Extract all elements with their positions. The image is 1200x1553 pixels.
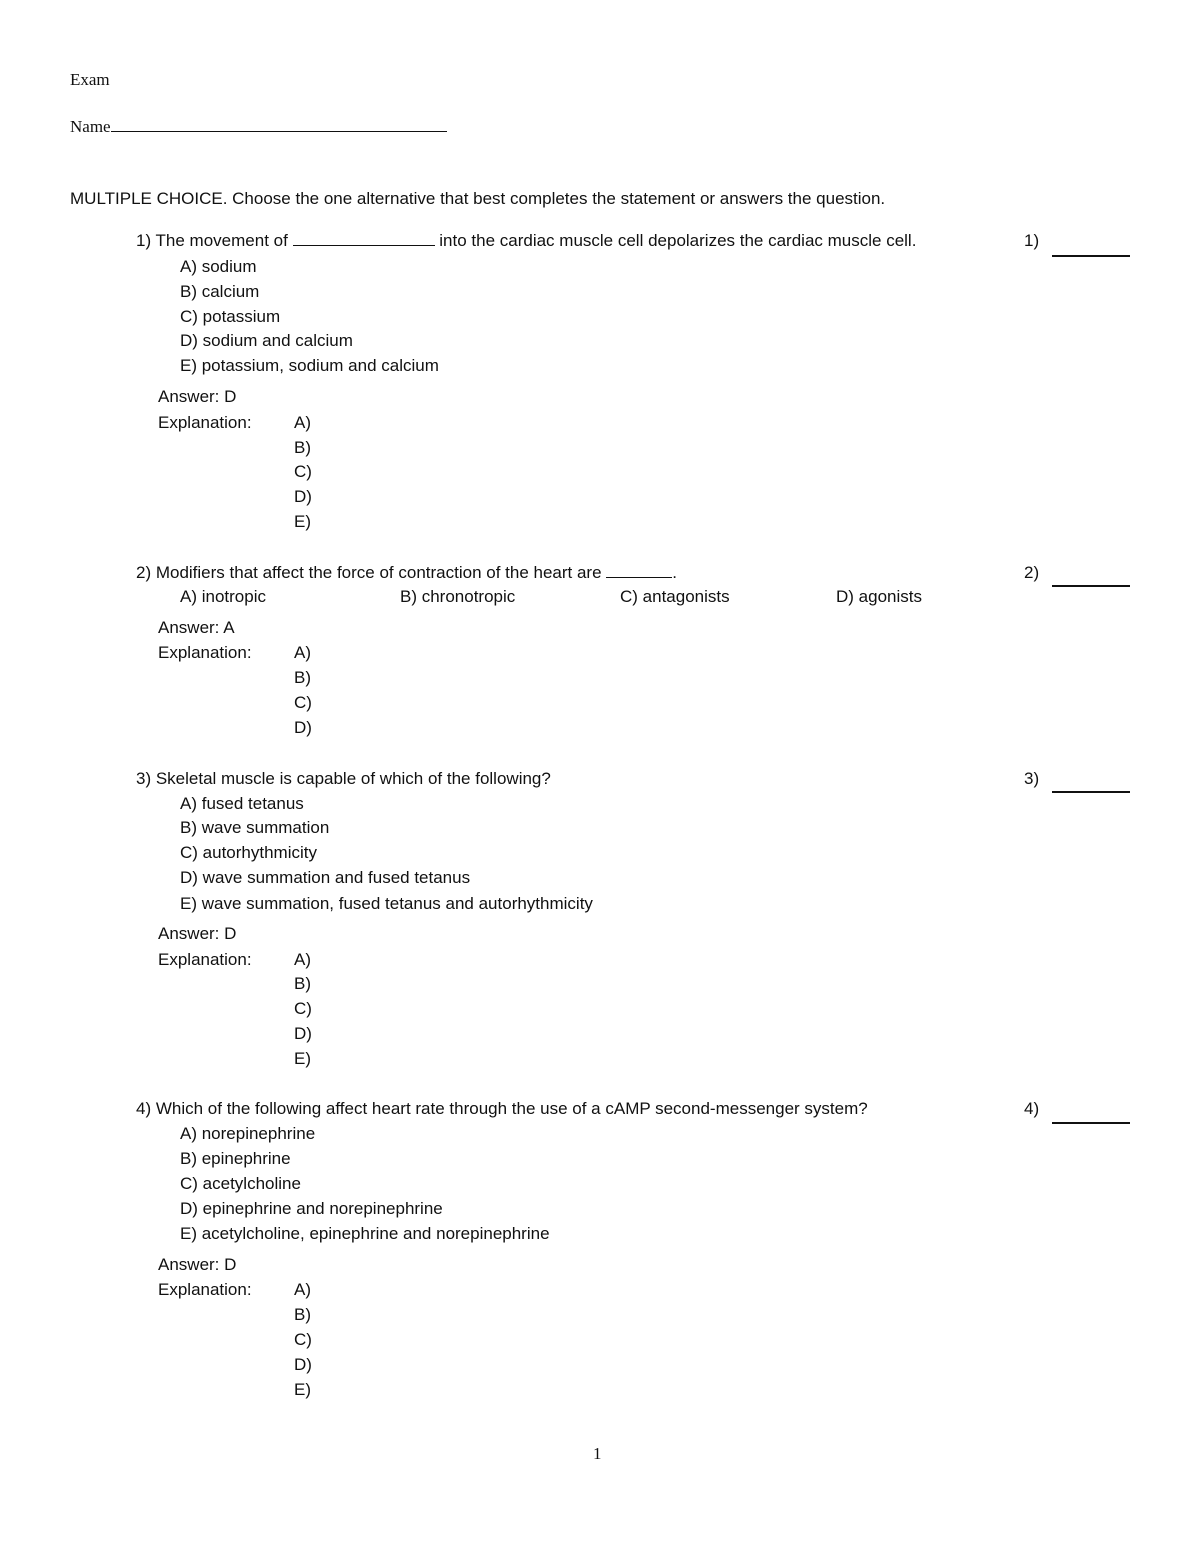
option-b[interactable]: B) chronotropic (400, 587, 516, 606)
explanation-letter: B) (294, 438, 311, 457)
explanation-letter: C) (294, 462, 312, 481)
option-c[interactable]: C) autorhythmicity (180, 843, 317, 862)
question-stem: 1) The movement of into the cardiac muscle cell depolarizes the cardiac muscle cell. (136, 231, 917, 250)
option-b[interactable]: B) epinephrine (180, 1149, 291, 1168)
explanation-letter: C) (294, 999, 312, 1018)
answer-blank[interactable] (1052, 255, 1130, 257)
explanation-letter: E) (294, 512, 311, 531)
explanation-letter: D) (294, 1355, 312, 1374)
explanation-letter: A) (294, 643, 311, 662)
explanation-letter: C) (294, 1330, 312, 1349)
answer-value: D (224, 387, 237, 406)
option-c[interactable]: C) antagonists (620, 587, 730, 606)
answer-blank[interactable] (1052, 585, 1130, 587)
margin-number: 3) (1024, 769, 1040, 788)
exam-title: Exam (70, 70, 110, 89)
question-stem: 3) Skeletal muscle is capable of which of the following? (136, 769, 551, 788)
option-d[interactable]: D) sodium and calcium (180, 331, 353, 350)
margin-number: 2) (1024, 563, 1040, 582)
option-d[interactable]: D) agonists (836, 587, 922, 606)
answer-blank[interactable] (1052, 1122, 1130, 1124)
name-label: Name (70, 117, 111, 136)
option-a[interactable]: A) inotropic (180, 587, 266, 606)
margin-number: 4) (1024, 1099, 1040, 1118)
question-stem: 2) Modifiers that affect the force of contraction of the heart are . (136, 563, 678, 582)
explanation-letter: D) (294, 487, 312, 506)
answer-line: Answer: D (158, 1255, 237, 1274)
answer-value: D (224, 1255, 237, 1274)
explanation-letter: B) (294, 974, 311, 993)
answer-value: D (224, 924, 237, 943)
explanation-letter: E) (294, 1380, 311, 1399)
stem-blank (293, 231, 435, 246)
question-stem: 4) Which of the following affect heart rate through the use of a cAMP second-messenger system? (136, 1099, 868, 1118)
option-d[interactable]: D) epinephrine and norepinephrine (180, 1199, 443, 1218)
name-blank[interactable] (111, 117, 447, 132)
option-e[interactable]: E) acetylcholine, epinephrine and norepinephrine (180, 1224, 550, 1243)
name-field[interactable] (70, 117, 447, 137)
explanation-letter: D) (294, 718, 312, 737)
explanation-label: Explanation: (158, 413, 252, 432)
explanation-label: Explanation: (158, 643, 252, 662)
option-a[interactable]: A) norepinephrine (180, 1124, 316, 1143)
option-d[interactable]: D) wave summation and fused tetanus (180, 868, 471, 887)
explanation-label: Explanation: (158, 950, 252, 969)
explanation-letter: B) (294, 668, 311, 687)
explanation-label: Explanation: (158, 1280, 252, 1299)
answer-line: Answer: D (158, 387, 237, 406)
explanation-letter: C) (294, 693, 312, 712)
instructions: MULTIPLE CHOICE. Choose the one alternative that best completes the statement or answers the question. (70, 189, 886, 208)
explanation-letter: E) (294, 1049, 311, 1068)
option-e[interactable]: E) wave summation, fused tetanus and autorhythmicity (180, 894, 593, 913)
option-c[interactable]: C) acetylcholine (180, 1174, 301, 1193)
answer-value: A (223, 618, 235, 637)
page-number: 1 (593, 1444, 602, 1463)
answer-line: Answer: D (158, 924, 237, 943)
answer-blank[interactable] (1052, 791, 1130, 793)
answer-line: Answer: A (158, 618, 235, 637)
option-e[interactable]: E) potassium, sodium and calcium (180, 356, 439, 375)
option-a[interactable]: A) fused tetanus (180, 794, 304, 813)
option-c[interactable]: C) potassium (180, 307, 281, 326)
explanation-letter: A) (294, 413, 311, 432)
explanation-letter: A) (294, 950, 311, 969)
explanation-letter: D) (294, 1024, 312, 1043)
option-b[interactable]: B) wave summation (180, 818, 330, 837)
option-b[interactable]: B) calcium (180, 282, 260, 301)
margin-number: 1) (1024, 231, 1040, 250)
explanation-letter: B) (294, 1305, 311, 1324)
stem-blank (606, 563, 672, 578)
explanation-letter: A) (294, 1280, 311, 1299)
option-a[interactable]: A) sodium (180, 257, 257, 276)
